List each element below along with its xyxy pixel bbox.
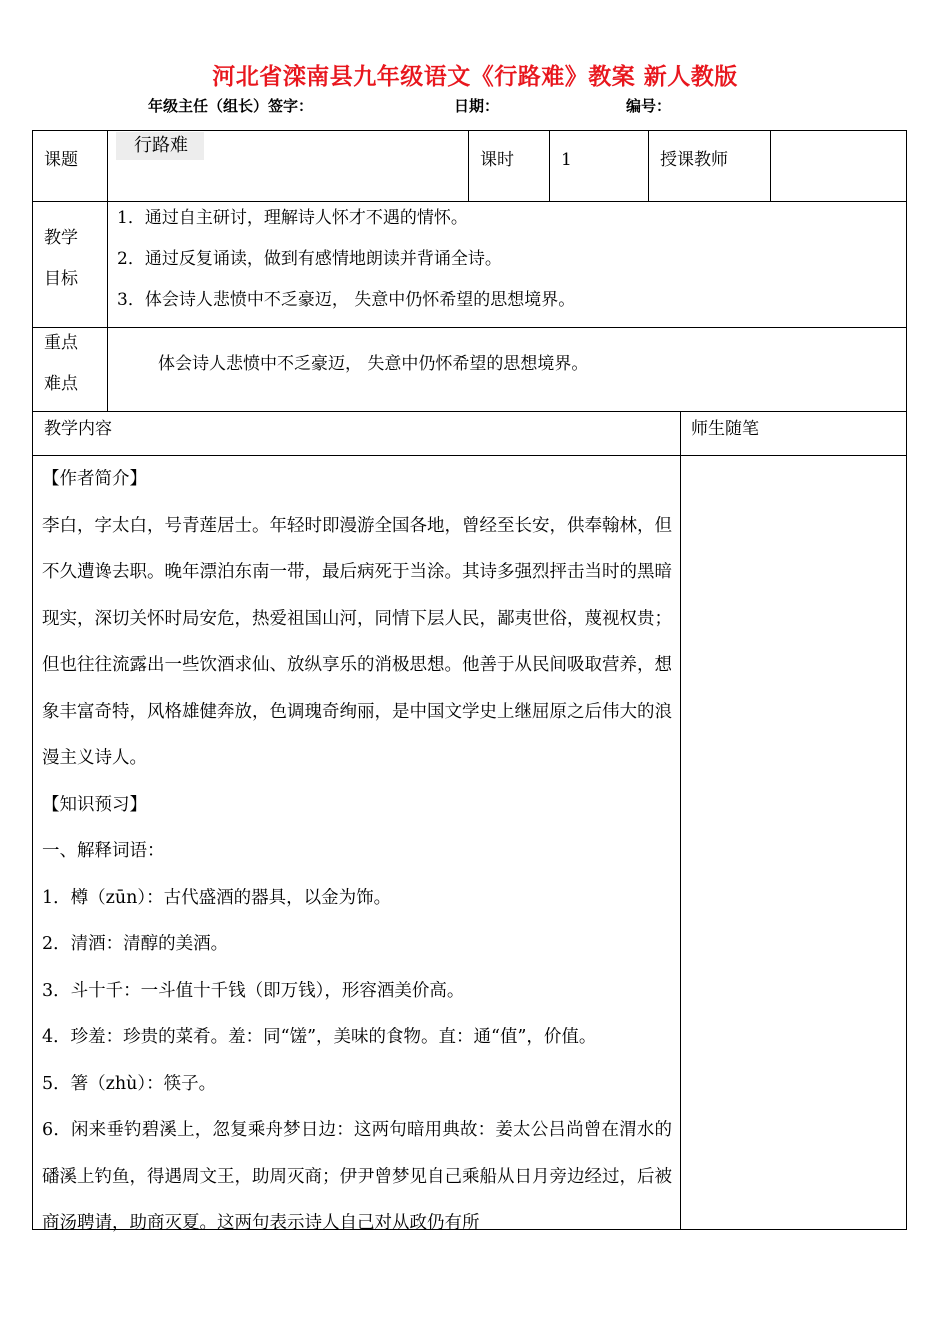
column-divider — [468, 130, 469, 201]
topic-value: 行路难 — [116, 132, 204, 160]
topic-label: 课题 — [44, 150, 78, 170]
label-column-divider — [107, 130, 108, 411]
vocab-item: 3．斗十千：一斗值十千钱（即万钱），形容酒美价高。 — [42, 980, 465, 1001]
column-divider — [770, 130, 771, 201]
author-heading: 【作者简介】 — [42, 469, 147, 489]
objective-item: 3．体会诗人悲愤中不乏豪迈， 失意中仍怀希望的思想境界。 — [117, 290, 576, 310]
vocab-item: 2．清酒：清醇的美酒。 — [42, 934, 229, 954]
notes-label: 师生随笔 — [691, 419, 759, 439]
preview-heading: 【知识预习】 — [42, 794, 147, 815]
hours-label: 课时 — [480, 150, 514, 170]
column-divider — [549, 130, 550, 201]
vocab-item: 1．樽（zūn）：古代盛酒的器具，以金为饰。 — [42, 887, 392, 908]
vocab-item: 5．箸（zhù）：筷子。 — [42, 1073, 217, 1094]
content-body — [42, 456, 672, 1247]
notes-column-divider — [680, 411, 681, 1230]
content-label: 教学内容 — [44, 419, 112, 439]
objective-item: 1．通过自主研讨，理解诗人怀才不遇的情怀。 — [117, 208, 468, 228]
objectives-label-line2: 目标 — [44, 269, 78, 289]
table-border-left — [32, 130, 33, 1230]
vocab-heading: 一、解释词语： — [42, 841, 165, 861]
keypoints-text: 体会诗人悲愤中不乏豪迈， 失意中仍怀希望的思想境界。 — [158, 354, 589, 374]
row-divider — [32, 201, 907, 202]
document-title: 河北省滦南县九年级语文《行路难》教案 新人教版 — [212, 64, 738, 90]
row-divider — [32, 411, 907, 412]
objective-item: 2．通过反复诵读，做到有感情地朗读并背诵全诗。 — [117, 249, 502, 269]
table-border-top — [32, 130, 907, 131]
date-label: 日期： — [454, 97, 500, 115]
column-divider — [648, 130, 649, 201]
objectives-label-line1: 教学 — [44, 228, 78, 248]
keypoints-label-line1: 重点 — [44, 333, 78, 353]
table-border-right — [906, 130, 907, 1230]
author-bio: 李白，字太白，号青莲居士。年轻时即漫游全国各地，曾经至长安，供奉翰林，但不久遭谗去职。晚年漂泊东南一带，最后病死于当涂。其诗多强烈抨击当时的黑暗现实，深切关怀时局安危，热爱祖国山河，同情下层人民，鄙夷世俗，蔑视权贵；但也往往流露出一些饮酒求仙、放纵享乐的消极思想。他善于从民间吸取营养，想象丰富奇特，风格雄健奔放，色调瑰奇绚丽，是中国文学史上继屈原之后伟大的浪漫主义诗人。 — [42, 515, 672, 768]
number-label: 编号： — [626, 97, 672, 115]
hours-value: 1 — [561, 150, 572, 170]
teacher-label: 授课教师 — [660, 150, 728, 170]
keypoints-label-line2: 难点 — [44, 374, 78, 394]
vocab-item: 6．闲来垂钓碧溪上，忽复乘舟梦日边：这两句暗用典故：姜太公吕尚曾在渭水的磻溪上钓鱼，得遇周文王，助周灭商；伊尹曾梦见自己乘船从日月旁边经过，后被商汤聘请，助商灭夏。这两句表示诗人自己对从政仍有所 — [42, 1120, 672, 1233]
row-divider — [32, 327, 907, 328]
sign-label: 年级主任（组长）签字： — [148, 97, 314, 115]
vocab-item: 4．珍羞：珍贵的菜肴。羞：同“馐”，美味的食物。直：通“值”，价值。 — [42, 1027, 597, 1047]
